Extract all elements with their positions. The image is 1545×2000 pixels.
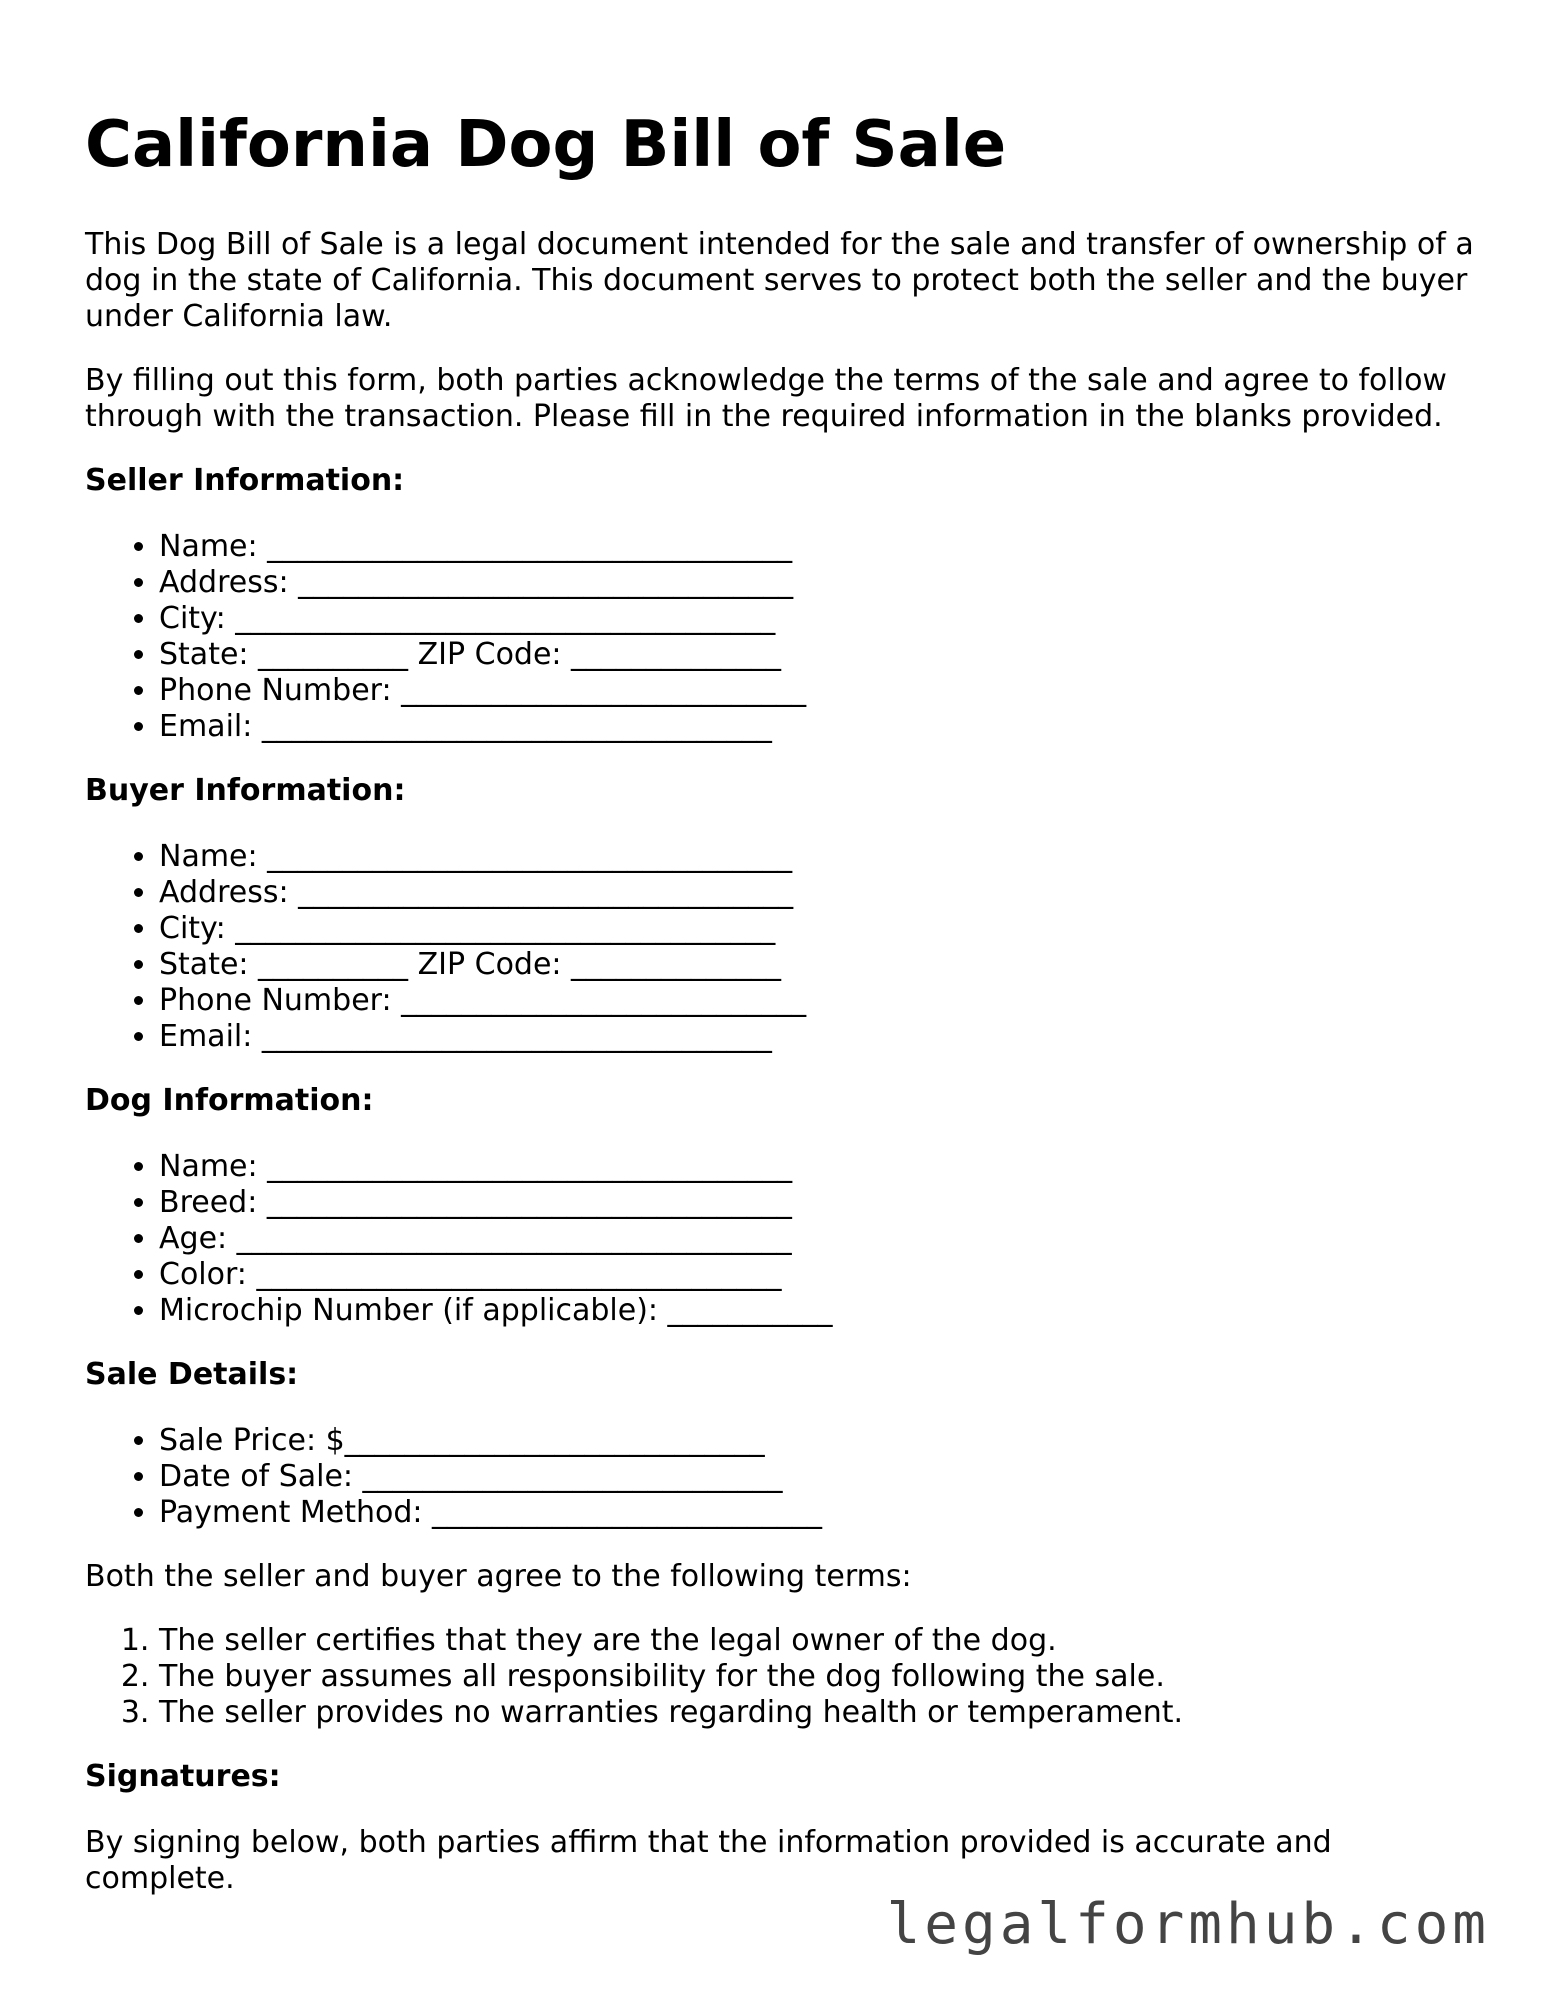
- seller-phone-field: • Phone Number: ___________________________: [159, 673, 1475, 709]
- dog-color-field: • Color: ___________________________________: [159, 1257, 1475, 1293]
- dog-heading: Dog Information:: [85, 1083, 374, 1118]
- document-page: [85, 105, 1475, 1925]
- buyer-name-field: • Name: ___________________________________: [159, 839, 1475, 875]
- seller-state-zip-field: • State: __________ ZIP Code: ______________: [159, 637, 1475, 673]
- dog-age-field: • Age: _____________________________________: [159, 1221, 1475, 1257]
- sale-price-field: • Sale Price: $____________________________: [159, 1423, 1475, 1459]
- sale-fields: [85, 1423, 1475, 1531]
- intro-paragraph-2: By filling out this form, both parties acknowledge the terms of the sale and agree to follow through with the transaction. Please fill in the required information in the blanks provided.: [85, 363, 1447, 434]
- dog-breed-field: • Breed: ___________________________________: [159, 1185, 1475, 1221]
- terms-intro: Both the seller and buyer agree to the following terms:: [85, 1559, 912, 1594]
- signatures-text: By signing below, both parties affirm that the information provided is accurate and complete.: [85, 1825, 1332, 1896]
- seller-fields: [85, 529, 1475, 745]
- dog-name-field: • Name: ___________________________________: [159, 1149, 1475, 1185]
- buyer-heading: Buyer Information:: [85, 773, 406, 808]
- watermark-logo: legalformhub.com: [886, 1892, 1490, 1957]
- term-item: 2. The buyer assumes all responsibility for the dog following the sale.: [159, 1659, 1475, 1695]
- seller-heading: Seller Information:: [85, 463, 405, 498]
- sale-heading: Sale Details:: [85, 1357, 299, 1392]
- seller-email-field: • Email: __________________________________: [159, 709, 1475, 745]
- sale-date-field: • Date of Sale: ____________________________: [159, 1459, 1475, 1495]
- seller-city-field: • City: ____________________________________: [159, 601, 1475, 637]
- buyer-phone-field: • Phone Number: ___________________________: [159, 983, 1475, 1019]
- buyer-address-field: • Address: _________________________________: [159, 875, 1475, 911]
- buyer-city-field: • City: ____________________________________: [159, 911, 1475, 947]
- page-title: California Dog Bill of Sale: [85, 108, 1007, 182]
- seller-name-field: • Name: ___________________________________: [159, 529, 1475, 565]
- payment-method-field: • Payment Method: __________________________: [159, 1495, 1475, 1531]
- seller-address-field: • Address: _________________________________: [159, 565, 1475, 601]
- signatures-heading: Signatures:: [85, 1759, 281, 1794]
- term-item: 1. The seller certifies that they are the legal owner of the dog.: [159, 1623, 1475, 1659]
- intro-paragraph-1: This Dog Bill of Sale is a legal document intended for the sale and transfer of ownership of a dog in the state of California. This document serves to protect both the seller and the buyer under California law.: [85, 227, 1474, 334]
- dog-microchip-field: • Microchip Number (if applicable): ___________: [159, 1293, 1475, 1329]
- terms-list: [85, 1623, 1475, 1731]
- term-item: 3. The seller provides no warranties regarding health or temperament.: [159, 1695, 1475, 1731]
- buyer-fields: [85, 839, 1475, 1055]
- dog-fields: [85, 1149, 1475, 1329]
- buyer-state-zip-field: • State: __________ ZIP Code: ______________: [159, 947, 1475, 983]
- buyer-email-field: • Email: __________________________________: [159, 1019, 1475, 1055]
